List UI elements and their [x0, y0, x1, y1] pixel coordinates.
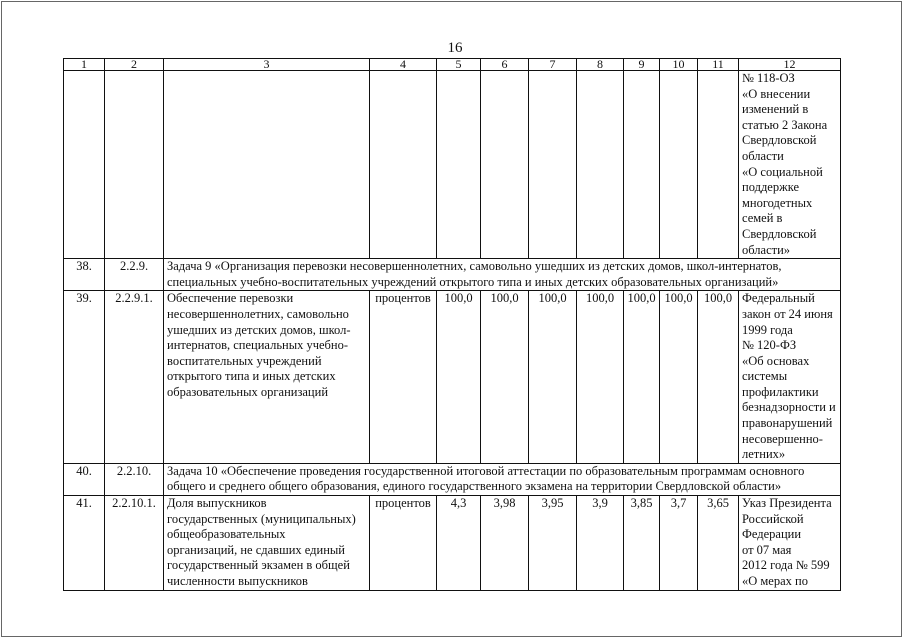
- row-code: 2.2.10.1.: [105, 496, 164, 591]
- value-cell: 3,85: [624, 496, 660, 591]
- value-cell: 3,98: [481, 496, 529, 591]
- table-row-41: [64, 496, 841, 591]
- table-row-39: [64, 291, 841, 464]
- task-heading: Задача 9 «Организация перевозки несовершеннолетних, самовольно ушедших из детских домов, школ-интернатов, специальных учебно-воспитательных учреждений открытого типа и иных детских образовательных организаций»: [164, 259, 841, 291]
- header-cell: 9: [624, 59, 660, 71]
- value-cell: 4,3: [437, 496, 481, 591]
- value-cell: 3,9: [577, 496, 624, 591]
- table-row-40: [64, 463, 841, 495]
- header-cell: 7: [529, 59, 577, 71]
- row-number: 41.: [64, 496, 105, 591]
- header-cell: 6: [481, 59, 529, 71]
- value-cell: 100,0: [660, 291, 698, 464]
- header-cell: 5: [437, 59, 481, 71]
- legal-basis-cell: Федеральный закон от 24 июня 1999 года № 120-ФЗ «Об основах системы профилактики безнадзорности и правонарушений несовершенно- летних»: [739, 291, 841, 464]
- row-number: 39.: [64, 291, 105, 464]
- header-cell: 3: [164, 59, 370, 71]
- header-cell: 12: [739, 59, 841, 71]
- header-cell: 11: [698, 59, 739, 71]
- header-cell: 4: [370, 59, 437, 71]
- legal-basis-cell: № 118-ОЗ «О внесении изменений в статью 2 Закона Свердловской области «О социальной поддержке многодетных семей в Свердловской области»: [739, 71, 841, 259]
- page-number: 16: [447, 40, 463, 56]
- row-code: 2.2.9.: [105, 259, 164, 291]
- value-cell: 100,0: [437, 291, 481, 464]
- row-number: 40.: [64, 463, 105, 495]
- row-code: 2.2.9.1.: [105, 291, 164, 464]
- value-cell: 100,0: [698, 291, 739, 464]
- value-cell: 3,95: [529, 496, 577, 591]
- task-heading: Задача 10 «Обеспечение проведения государственной итоговой аттестации по образовательным программам основного общего и среднего общего образования, единого государственного экзамена на территории Свердловской области»: [164, 463, 841, 495]
- value-cell: 100,0: [624, 291, 660, 464]
- header-row: [64, 59, 841, 71]
- value-cell: 3,7: [660, 496, 698, 591]
- unit-cell: процентов: [370, 496, 437, 591]
- value-cell: 100,0: [529, 291, 577, 464]
- header-cell: 1: [64, 59, 105, 71]
- header-cell: 2: [105, 59, 164, 71]
- legal-basis-cell: Указ Президента Российской Федерации от 07 мая 2012 года № 599 «О мерах по: [739, 496, 841, 591]
- unit-cell: процентов: [370, 291, 437, 464]
- row-code: 2.2.10.: [105, 463, 164, 495]
- value-cell: 100,0: [577, 291, 624, 464]
- indicator-description: Доля выпускников государственных (муниципальных) общеобразовательных организаций, не сдавших единый государственный экзамен в общей численности выпускников: [164, 496, 370, 591]
- header-cell: 10: [660, 59, 698, 71]
- table-row-38: [64, 259, 841, 291]
- row-number: 38.: [64, 259, 105, 291]
- indicator-description: Обеспечение перевозки несовершеннолетних, самовольно ушедших из детских домов, школ- интернатов, специальных учебно- воспитательных учреждений открытого типа и иных детских образовательных организаций: [164, 291, 370, 464]
- value-cell: 3,65: [698, 496, 739, 591]
- table-row-continued: [64, 71, 841, 259]
- document-table: [63, 58, 841, 591]
- value-cell: 100,0: [481, 291, 529, 464]
- header-cell: 8: [577, 59, 624, 71]
